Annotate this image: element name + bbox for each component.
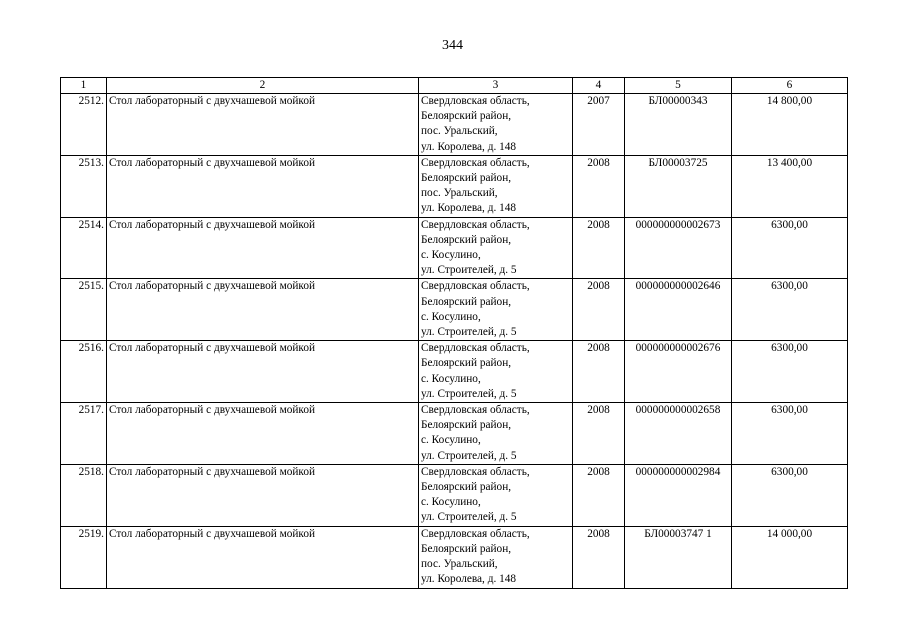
address-line: Свердловская область, xyxy=(421,218,530,231)
address-line: Белоярский район, xyxy=(421,481,512,494)
column-header-2: 2 xyxy=(107,78,419,94)
column-header-3: 3 xyxy=(419,78,573,94)
item-name: Стол лабораторный с двухчашевой мойкой xyxy=(107,403,419,465)
item-year: 2008 xyxy=(573,155,625,217)
address-line: Белоярский район, xyxy=(421,233,512,246)
address-line: Свердловская область, xyxy=(421,280,530,293)
inventory-number: 000000000002646 xyxy=(625,279,732,341)
address-line: с. Косулино, xyxy=(421,434,481,447)
row-number: 2513. xyxy=(61,155,107,217)
item-cost: 14 800,00 xyxy=(732,94,848,156)
address-line: Белоярский район, xyxy=(421,542,512,555)
row-number: 2517. xyxy=(61,403,107,465)
item-cost: 14 000,00 xyxy=(732,526,848,588)
item-address xyxy=(419,403,573,465)
address-line: ул. Строителей, д. 5 xyxy=(421,387,517,400)
column-header-5: 5 xyxy=(625,78,732,94)
address-line: Свердловская область, xyxy=(421,156,530,169)
item-address xyxy=(419,526,573,588)
address-line: Свердловская область, xyxy=(421,342,530,355)
address-line: с. Косулино, xyxy=(421,372,481,385)
row-number: 2518. xyxy=(61,464,107,526)
address-line: ул. Королева, д. 148 xyxy=(421,140,517,153)
address-line: пос. Уральский, xyxy=(421,125,498,138)
address-line: пос. Уральский, xyxy=(421,187,498,200)
inventory-number: БЛ00000343 xyxy=(625,94,732,156)
item-name: Стол лабораторный с двухчашевой мойкой xyxy=(107,155,419,217)
item-address xyxy=(419,279,573,341)
item-year: 2008 xyxy=(573,464,625,526)
item-name: Стол лабораторный с двухчашевой мойкой xyxy=(107,94,419,156)
item-name: Стол лабораторный с двухчашевой мойкой xyxy=(107,279,419,341)
inventory-number: 000000000002673 xyxy=(625,217,732,279)
address-line: Белоярский район, xyxy=(421,357,512,370)
table-row xyxy=(61,526,848,588)
item-year: 2008 xyxy=(573,217,625,279)
address-line: Белоярский район, xyxy=(421,295,512,308)
item-cost: 6300,00 xyxy=(732,403,848,465)
table-row xyxy=(61,155,848,217)
table-body xyxy=(61,94,848,589)
address-line: Свердловская область, xyxy=(421,404,530,417)
inventory-number: БЛ00003747 1 xyxy=(625,526,732,588)
item-year: 2008 xyxy=(573,279,625,341)
column-header-1: 1 xyxy=(61,78,107,94)
address-line: с. Косулино, xyxy=(421,496,481,509)
address-line: ул. Королева, д. 148 xyxy=(421,573,517,586)
item-address xyxy=(419,464,573,526)
item-name: Стол лабораторный с двухчашевой мойкой xyxy=(107,464,419,526)
item-cost: 6300,00 xyxy=(732,341,848,403)
address-line: ул. Строителей, д. 5 xyxy=(421,511,517,524)
address-line: Белоярский район, xyxy=(421,172,512,185)
item-cost: 13 400,00 xyxy=(732,155,848,217)
item-name: Стол лабораторный с двухчашевой мойкой xyxy=(107,217,419,279)
inventory-number: 000000000002676 xyxy=(625,341,732,403)
item-address xyxy=(419,341,573,403)
inventory-number: 000000000002658 xyxy=(625,403,732,465)
table-row xyxy=(61,403,848,465)
table-row xyxy=(61,217,848,279)
table-row xyxy=(61,464,848,526)
address-line: Белоярский район, xyxy=(421,419,512,432)
item-cost: 6300,00 xyxy=(732,279,848,341)
address-line: ул. Строителей, д. 5 xyxy=(421,449,517,462)
row-number: 2516. xyxy=(61,341,107,403)
item-cost: 6300,00 xyxy=(732,464,848,526)
address-line: пос. Уральский, xyxy=(421,558,498,571)
item-year: 2008 xyxy=(573,526,625,588)
table-row xyxy=(61,279,848,341)
address-line: Белоярский район, xyxy=(421,110,512,123)
address-line: Свердловская область, xyxy=(421,465,530,478)
property-registry-table xyxy=(60,77,848,589)
address-line: ул. Строителей, д. 5 xyxy=(421,326,517,339)
item-year: 2007 xyxy=(573,94,625,156)
address-line: с. Косулино, xyxy=(421,249,481,262)
row-number: 2515. xyxy=(61,279,107,341)
table-row xyxy=(61,94,848,156)
address-line: Свердловская область, xyxy=(421,527,530,540)
item-cost: 6300,00 xyxy=(732,217,848,279)
row-number: 2514. xyxy=(61,217,107,279)
item-year: 2008 xyxy=(573,403,625,465)
item-name: Стол лабораторный с двухчашевой мойкой xyxy=(107,526,419,588)
item-address xyxy=(419,94,573,156)
row-number: 2512. xyxy=(61,94,107,156)
item-address xyxy=(419,217,573,279)
address-line: ул. Королева, д. 148 xyxy=(421,202,517,215)
row-number: 2519. xyxy=(61,526,107,588)
address-line: ул. Строителей, д. 5 xyxy=(421,264,517,277)
inventory-number: 000000000002984 xyxy=(625,464,732,526)
address-line: с. Косулино, xyxy=(421,310,481,323)
address-line: Свердловская область, xyxy=(421,95,530,107)
item-year: 2008 xyxy=(573,341,625,403)
item-address xyxy=(419,155,573,217)
inventory-number: БЛ00003725 xyxy=(625,155,732,217)
table-row xyxy=(61,341,848,403)
table-header-row xyxy=(61,78,848,94)
item-name: Стол лабораторный с двухчашевой мойкой xyxy=(107,341,419,403)
column-header-6: 6 xyxy=(732,78,848,94)
page-number: 344 xyxy=(442,38,463,53)
column-header-4: 4 xyxy=(573,78,625,94)
